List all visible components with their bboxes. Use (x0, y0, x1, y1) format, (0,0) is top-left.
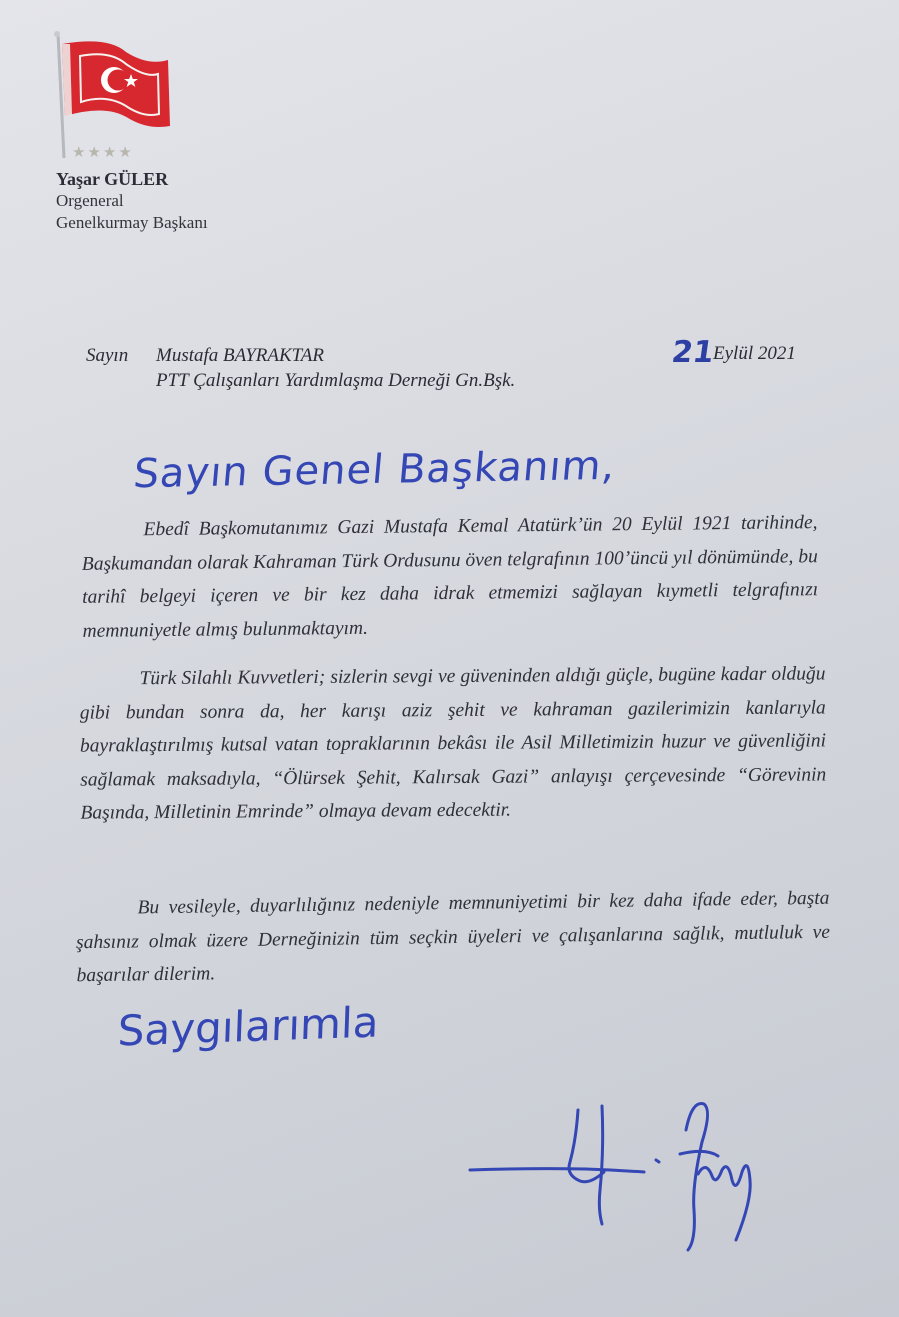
recipient-organization: PTT Çalışanları Yardımlaşma Derneği Gn.Bşk. (156, 370, 516, 391)
body-paragraph-2: Türk Silahlı Kuvvetleri; sizlerin sevgi ve güveninden aldığı güçle, bugüne kadar olduğu gibi bundan sonra da, her karışı aziz şehit ve kahraman gazilerimizin kanlarıyla bayraklaştırılmış kutsal vatan topraklarının bekâsı ile Asil Milletimizin huzur ve güvenliğini sağlamak maksadıyla, “Ölürsek Şehit, Kalırsak Gazi” anlayışı çerçevesinde “Görevinin Başında, Milletinin Emrinde” olmaya devam edecektir. (79, 663, 827, 824)
signature-icon (466, 1090, 776, 1260)
body-paragraph-3: Bu vesileyle, duyarlılığınız nedeniyle memnuniyetimi bir kez daha ifade eder, başta şahsınız olmak üzere Derneğinizin tüm seçkin üyeleri ve çalışanlarına sağlık, mutluluk ve başarılar dilerim. (75, 887, 831, 987)
sender-name: Yaşar GÜLER (56, 169, 169, 189)
rank-stars-icon: ★★★★ (72, 145, 134, 161)
date-month-year: Eylül 2021 (713, 343, 796, 364)
recipient-salutation-word: Sayın (86, 345, 129, 366)
sender-rank: Orgeneral (56, 191, 124, 210)
handwritten-closing: Saygılarımla (116, 997, 380, 1056)
sender-title: Genelkurmay Başkanı (56, 213, 208, 232)
recipient-name: Mustafa BAYRAKTAR (156, 345, 325, 366)
body-paragraph-1: Ebedî Başkomutanımız Gazi Mustafa Kemal Atatürk’ün 20 Eylül 1921 tarihinde, Başkumandan olarak Kahraman Türk Ordusunu öven telgrafının 100’üncü yıl dönümünde, bu tarihî belgeyi içeren ve bir kez daha idrak etmemizi sağlayan kıymetli telgrafınızı memnuniyetle almış bulunmaktayım. (81, 512, 819, 642)
handwritten-salutation: Sayın Genel Başkanım, (131, 442, 618, 498)
date-day-handwritten: 21 (669, 335, 717, 370)
